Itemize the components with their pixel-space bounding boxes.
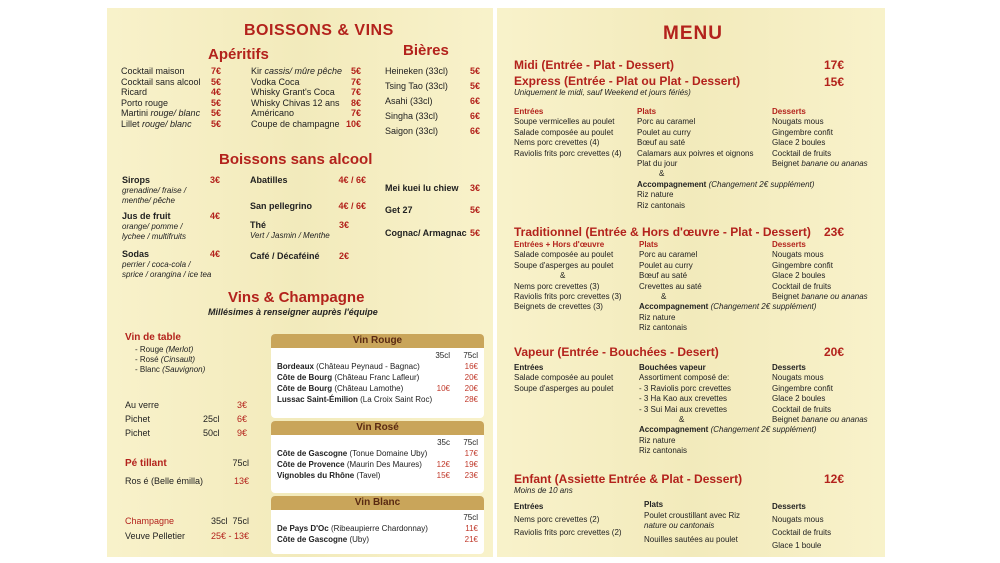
mei-item: Mei kuei lu chiew 3€ (385, 183, 480, 193)
table-row: De Pays D'Oc (Ribeaupierre Chardonnay) 11€ (277, 524, 478, 533)
trad-plats: Plats Porc au caramel Poulet au curry Bœuf au saté Crevettes au saté & Accompagnement (Changement 2€ supplément) Riz nature Riz cantonais (639, 240, 817, 333)
bieres-list (385, 66, 480, 141)
aperitifs-col1 (121, 66, 221, 129)
list-item: Singha (33cl) 6€ (385, 111, 480, 121)
table-row: Côte de Provence (Maurin Des Maures) 12€ 19€ (277, 460, 478, 469)
list-item: Tsing Tao (33cl) 5€ (385, 81, 480, 91)
vin-blanc-card: Vin Blanc 75cl De Pays D'Oc (Ribeaupierre Chardonnay) 11€ Côte de Gascogne (Uby) 21€ (271, 496, 484, 554)
enfant-desserts: Desserts Nougats mous Cocktail de fruits Glace 1 boule (772, 502, 832, 550)
trad-desserts: Desserts Nougats mous Gingembre confit Glace 2 boules Cocktail de fruits Beignet banane ou ananas (772, 240, 868, 302)
champagne-block: Champagne 35cl 75cl Veuve Pelletier 25€ - 13€ (125, 516, 249, 541)
vin-rose-title: Vin Rosé (271, 421, 484, 435)
jus-item: Jus de fruit 4€ orange/ pomme / lychee / multifruits (122, 211, 220, 241)
list-item: Cocktail maison 7€ (121, 66, 221, 76)
express-price: 15€ (824, 75, 845, 89)
vin-rose-card: Vin Rosé 35c 75cl Côte de Gascogne (Tonue Domaine Uby) 17€ Côte de Provence (Maurin Des Maures) 12€ 19€ Vignobles du Rhône (Tavel) 15€ 23€ (271, 421, 484, 493)
list-item: Whisky Grant's Coca 7€ (251, 87, 361, 97)
sirops-item: Sirops 3€ grenadine/ fraise / menthe/ pêche (122, 175, 220, 205)
au-verre-row: Au verre 3€ (125, 400, 247, 410)
express-title: Express (Entrée - Plat ou Plat - Dessert) (514, 74, 741, 88)
menu-page (497, 8, 885, 557)
vin-rouge-card: Vin Rouge 35cl 75cl Bordeaux (Château Peynaud - Bagnac) 16€ Côte de Bourg (Château Franc Lafleur) 20€ Côte de Bourg (Château Lamothe) 10€ 20€ Lussac Saint-Émilion (La Croix Saint Roc) 28€ (271, 334, 484, 418)
list-item: Whisky Chivas 12 ans 8€ (251, 97, 361, 108)
vapeur-desserts: Desserts Nougats mous Gingembre confit Glace 2 boules Cocktail de fruits Beignet banane ou ananas (772, 363, 868, 425)
vapeur-title: Vapeur (Entrée - Bouchées - Desert) (514, 345, 719, 359)
midi-entrees: Entrées Soupe vermicelles au poulet Salade composée au poulet Nems porc crevettes (4) Raviolis frits porc crevettes (4) (514, 107, 622, 158)
enfant-entrees: Entrées Nems porc crevettes (2) Raviolis frits porc crevettes (2) (514, 502, 622, 537)
sanpellegrino-item: San pellegrino 4€ / 6€ (250, 201, 366, 211)
list-item: Kir cassis/ mûre pêche 5€ (251, 66, 361, 76)
list-item: Coupe de champagne 10€ (251, 118, 361, 129)
midi-plats: Plats Porc au caramel Poulet au curry Bœuf au saté Calamars aux poivres et oignons Plat du jour & Accompagnement (Changement 2€ supplément) Riz nature Riz cantonais (637, 107, 815, 210)
enfant-title: Enfant (Assiette Entrée & Plat - Dessert) (514, 472, 743, 486)
cafe-item: Café / Décaféiné 2€ (250, 251, 349, 261)
table-row: Côte de Gascogne (Tonue Domaine Uby) 17€ (277, 449, 478, 458)
trad-title: Traditionnel (Entrée & Hors d'œuvre - Plat - Dessert) (514, 225, 811, 239)
midi-title: Midi (Entrée - Plat - Dessert) (514, 58, 675, 72)
drinks-title: BOISSONS & VINS (244, 22, 394, 39)
vin-table-title: Vin de table (125, 332, 181, 343)
vins-subtitle: Millésimes à renseigner auprès l'équipe (208, 307, 378, 317)
table-row: Côte de Bourg (Château Franc Lafleur) 20€ (277, 373, 478, 382)
trad-entrees: Entrées + Hors d'œuvre Salade composée au poulet Soupe d'asperges au poulet & Nems porc crevettes (3) Raviolis frits porc crevettes (3) Beignets de crevettes (3) (514, 240, 622, 312)
sodas-item: Sodas 4€ perrier / coca-cola / sprice / orangina / ice tea (122, 249, 220, 279)
list-item: Asahi (33cl) 6€ (385, 96, 480, 106)
table-row: Côte de Bourg (Château Lamothe) 10€ 20€ (277, 384, 478, 393)
abatilles-item: Abatilles 4€ / 6€ (250, 175, 366, 185)
enfant-plats: Plats Poulet croustillant avec Riz nature ou cantonais Nouilles sautées au poulet (644, 500, 741, 544)
vin-rouge-title: Vin Rouge (271, 334, 484, 348)
vin-blanc-title: Vin Blanc (271, 496, 484, 510)
menu-title: MENU (663, 23, 723, 44)
vin-table-list: - Rouge (Merlot) - Rosé (Cinsault) - Blanc (Sauvignon) (135, 345, 206, 374)
list-item: Porto rouge 5€ (121, 97, 221, 108)
aperitifs-col2 (251, 66, 361, 129)
express-note: Uniquement le midi, sauf Weekend et jours fériés) (514, 88, 691, 97)
table-row: Vignobles du Rhône (Tavel) 15€ 23€ (277, 471, 478, 480)
vapeur-entrees: Entrées Salade composée au poulet Soupe d'asperges au poulet (514, 363, 614, 393)
the-item: Thé 3€ Vert / Jasmin / Menthe (250, 220, 349, 240)
bieres-title: Bières (403, 42, 449, 59)
aperitifs-title: Apéritifs (208, 46, 269, 63)
midi-desserts: Desserts Nougats mous Gingembre confit Glace 2 boules Cocktail de fruits Beignet banane ou ananas (772, 107, 868, 169)
enfant-price: 12€ (824, 472, 845, 486)
sans-alcool-title: Boissons sans alcool (219, 151, 373, 168)
midi-price: 17€ (824, 58, 845, 72)
pichet-25-row: Pichet 25cl 6€ (125, 414, 247, 424)
list-item: Ricard 4€ (121, 87, 221, 97)
cognac-item: Cognac/ Armagnac 5€ (385, 228, 480, 238)
vapeur-price: 20€ (824, 345, 845, 359)
list-item: Cocktail sans alcool 5€ (121, 76, 221, 87)
drinks-page (107, 8, 493, 557)
petillant-block: Pé tillant 75cl Ros é (Belle émilla) 13€ (125, 458, 249, 486)
enfant-note: Moins de 10 ans (514, 486, 573, 495)
table-row: Bordeaux (Château Peynaud - Bagnac) 16€ (277, 362, 478, 371)
pichet-50-row: Pichet 50cl 9€ (125, 428, 247, 438)
list-item: Américano 7€ (251, 108, 361, 118)
vins-title: Vins & Champagne (228, 289, 365, 306)
vapeur-bouchees: Bouchées vapeur Assortiment composé de: - 3 Raviolis porc crevettes - 3 Ha Kao aux crevettes - 3 Sui Mai aux crevettes & Accompagnement (Changement 2€ supplément) Riz nature Riz cantonais (639, 363, 817, 456)
list-item: Lillet rouge/ blanc 5€ (121, 118, 221, 129)
table-row: Lussac Saint-Émilion (La Croix Saint Roc) 28€ (277, 395, 478, 404)
list-item: Vodka Coca 7€ (251, 76, 361, 87)
trad-price: 23€ (824, 225, 845, 239)
list-item: Saigon (33cl) 6€ (385, 126, 480, 136)
get27-item: Get 27 5€ (385, 205, 480, 215)
table-row: Côte de Gascogne (Uby) 21€ (277, 535, 478, 544)
list-item: Heineken (33cl) 5€ (385, 66, 480, 76)
list-item: Martini rouge/ blanc 5€ (121, 108, 221, 118)
